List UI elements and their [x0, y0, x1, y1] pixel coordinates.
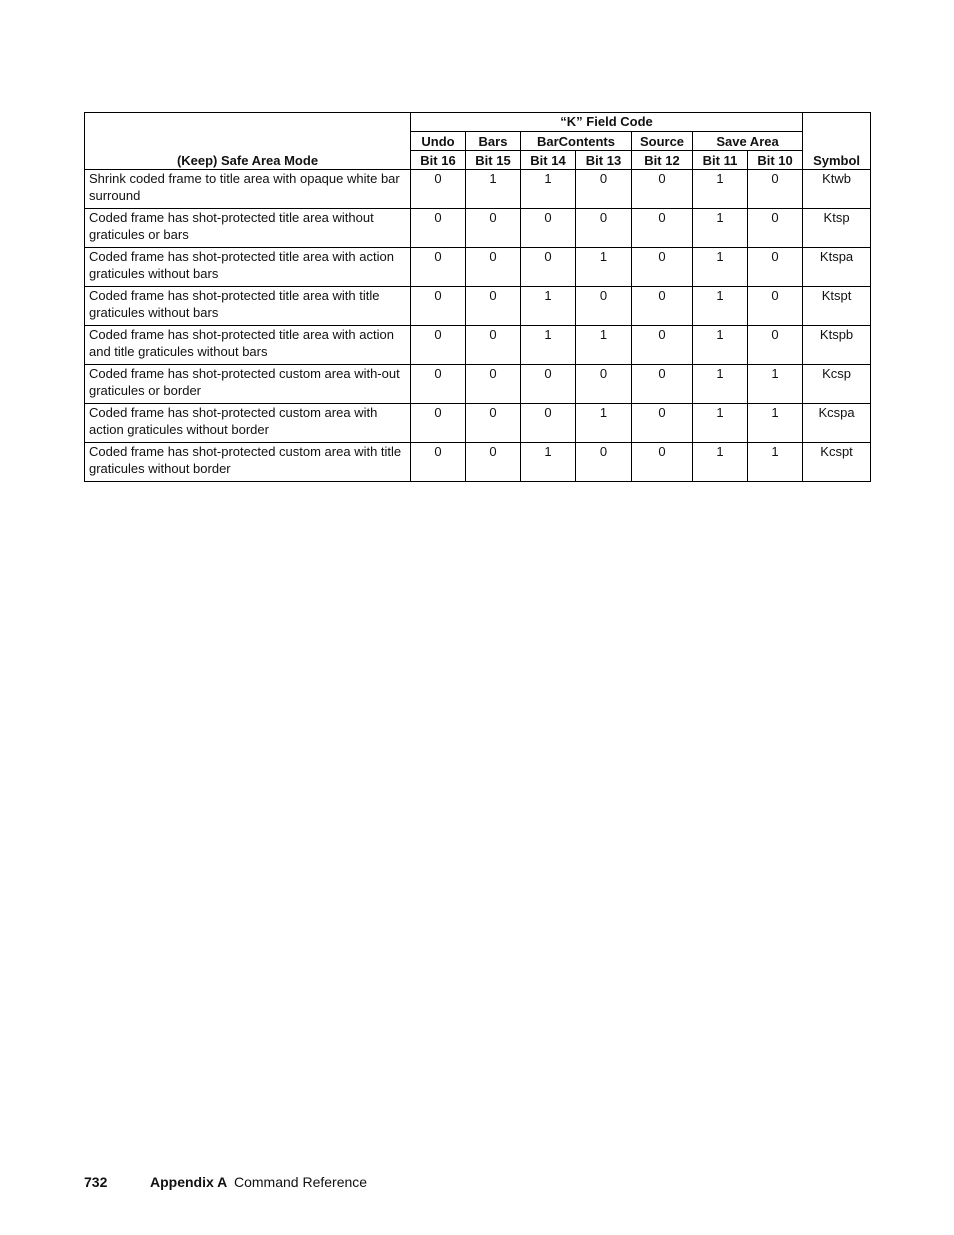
bit-value: 0 — [632, 326, 693, 365]
bit-value: 1 — [521, 287, 576, 326]
bit-value: 0 — [521, 365, 576, 404]
bit-value: 0 — [521, 404, 576, 443]
bit-value: 0 — [748, 326, 803, 365]
bit-header: Bit 16 — [411, 151, 466, 170]
bit-value: 1 — [521, 326, 576, 365]
table-row — [85, 170, 871, 209]
group-header: BarContents — [521, 132, 632, 151]
symbol-value: Ktspa — [803, 248, 871, 287]
bit-value: 0 — [466, 287, 521, 326]
symbol-value: Kcspa — [803, 404, 871, 443]
bit-value: 1 — [748, 365, 803, 404]
bit-value: 0 — [748, 170, 803, 209]
symbol-value: Ktsp — [803, 209, 871, 248]
group-header: Bars — [466, 132, 521, 151]
bit-value: 1 — [748, 404, 803, 443]
bit-value: 0 — [576, 443, 632, 482]
bit-value: 0 — [576, 170, 632, 209]
bit-value: 0 — [466, 365, 521, 404]
bit-value: 0 — [466, 248, 521, 287]
bit-value: 0 — [466, 404, 521, 443]
bit-value: 0 — [632, 404, 693, 443]
bit-value: 1 — [576, 326, 632, 365]
bit-value: 1 — [521, 443, 576, 482]
appendix-label: Appendix A — [150, 1174, 228, 1190]
k-field-code-table — [84, 112, 871, 482]
bit-value: 0 — [632, 443, 693, 482]
group-header: Source — [632, 132, 693, 151]
bit-value: 0 — [576, 365, 632, 404]
bit-value: 0 — [466, 209, 521, 248]
bit-value: 0 — [632, 287, 693, 326]
mode-column-header: (Keep) Safe Area Mode — [85, 113, 411, 170]
symbol-value: Ktspt — [803, 287, 871, 326]
bit-value: 0 — [748, 248, 803, 287]
mode-description: Coded frame has shot-protected custom area with title graticules without border — [85, 443, 411, 482]
bit-value: 0 — [411, 404, 466, 443]
bit-value: 0 — [466, 326, 521, 365]
bit-value: 1 — [693, 170, 748, 209]
bit-header: Bit 15 — [466, 151, 521, 170]
symbol-value: Ktspb — [803, 326, 871, 365]
group-header: Save Area — [693, 132, 803, 151]
bit-value: 0 — [576, 287, 632, 326]
mode-description: Coded frame has shot-protected custom area with action graticules without border — [85, 404, 411, 443]
chapter-title: Command Reference — [234, 1174, 368, 1190]
mode-description: Shrink coded frame to title area with opaque white bar surround — [85, 170, 411, 209]
mode-description: Coded frame has shot-protected title area with title graticules without bars — [85, 287, 411, 326]
bit-value: 0 — [748, 287, 803, 326]
bit-value: 1 — [693, 404, 748, 443]
mode-description: Coded frame has shot-protected title area without graticules or bars — [85, 209, 411, 248]
symbol-value: Ktwb — [803, 170, 871, 209]
bit-value: 0 — [632, 248, 693, 287]
bit-value: 0 — [411, 365, 466, 404]
bit-value: 0 — [632, 365, 693, 404]
bit-value: 0 — [411, 209, 466, 248]
bit-value: 1 — [693, 365, 748, 404]
table-row — [85, 248, 871, 287]
bit-value: 0 — [411, 248, 466, 287]
table-row — [85, 443, 871, 482]
bit-value: 0 — [411, 443, 466, 482]
bit-value: 0 — [411, 287, 466, 326]
bit-value: 0 — [748, 209, 803, 248]
symbol-value: Kcspt — [803, 443, 871, 482]
field-code-header: “K” Field Code — [411, 113, 803, 132]
bit-value: 1 — [693, 287, 748, 326]
bit-header: Bit 10 — [748, 151, 803, 170]
mode-description: Coded frame has shot-protected title area with action graticules without bars — [85, 248, 411, 287]
bit-value: 1 — [693, 209, 748, 248]
page-number: 732 — [84, 1174, 108, 1190]
bit-value: 1 — [693, 443, 748, 482]
mode-description: Coded frame has shot-protected title area with action and title graticules without bars — [85, 326, 411, 365]
symbol-value: Kcsp — [803, 365, 871, 404]
bit-value: 0 — [632, 209, 693, 248]
bit-header: Bit 12 — [632, 151, 693, 170]
bit-value: 0 — [521, 248, 576, 287]
table-row — [85, 365, 871, 404]
bit-value: 1 — [521, 170, 576, 209]
bit-value: 1 — [693, 326, 748, 365]
table-row — [85, 287, 871, 326]
bit-value: 1 — [693, 248, 748, 287]
group-header: Undo — [411, 132, 466, 151]
bit-header: Bit 13 — [576, 151, 632, 170]
bit-value: 0 — [632, 170, 693, 209]
bit-value: 1 — [748, 443, 803, 482]
bit-value: 0 — [576, 209, 632, 248]
bit-header: Bit 14 — [521, 151, 576, 170]
bit-value: 0 — [411, 326, 466, 365]
bit-value: 0 — [521, 209, 576, 248]
mode-description: Coded frame has shot-protected custom area with-out graticules or border — [85, 365, 411, 404]
table-row — [85, 209, 871, 248]
bit-value: 0 — [466, 443, 521, 482]
symbol-column-header: Symbol — [803, 113, 871, 170]
bit-value: 0 — [411, 170, 466, 209]
bit-value: 1 — [466, 170, 521, 209]
table-row — [85, 404, 871, 443]
bit-header: Bit 11 — [693, 151, 748, 170]
table-row — [85, 326, 871, 365]
bit-value: 1 — [576, 248, 632, 287]
bit-value: 1 — [576, 404, 632, 443]
